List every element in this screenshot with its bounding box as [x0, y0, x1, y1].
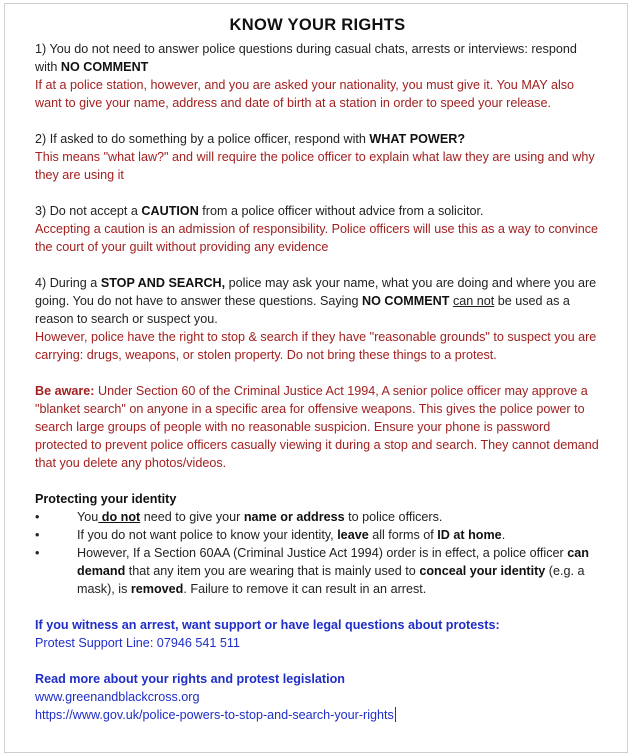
bullet-1-text: You — [77, 510, 99, 524]
page-title: KNOW YOUR RIGHTS — [229, 16, 406, 34]
support-heading-text: If you witness an arrest, want support or have legal questions about protests: — [35, 618, 500, 632]
bullet-2-text-end: . — [501, 528, 506, 542]
right-2 — [35, 130, 600, 148]
right-4-emphasis: STOP AND SEARCH, — [100, 276, 226, 290]
bullet-2-text: If you do not want police to know your identity, — [77, 528, 338, 542]
right-4 — [35, 274, 600, 328]
right-4-text-end: be used as a reason to search or suspect you. — [35, 294, 570, 326]
support-heading — [35, 616, 600, 634]
identity-list — [35, 508, 600, 598]
right-3-note: Accepting a caution is an admission of responsibility. Police officers will use this as a way to convince the court of your guilt without providing any evidence — [35, 222, 599, 254]
right-4-text: 4) During a — [35, 276, 101, 290]
bullet-1-underline: do not — [98, 510, 141, 524]
be-aware-text: Under Section 60 of the Criminal Justice Act 1994, A senior police officer may approve a "blanket search" on anyone in a specific area for offensive weapons. This gives the police power to search large groups of people with no reasonable suspicion. Ensure your phone is password protected to prevent police officers casually viewing it during a stop and search. They cannot demand that you delete any photos/videos. — [35, 384, 599, 470]
bullet-icon: • — [35, 528, 40, 542]
right-2-emphasis: WHAT POWER? — [369, 132, 466, 146]
be-aware-paragraph — [35, 382, 600, 472]
right-4-note: However, police have the right to stop & search if they have "reasonable grounds" to suspect you are carrying: drugs, weapons, or stolen property. Do not bring these things to a protest. — [35, 330, 597, 362]
link-gov-uk[interactable]: https://www.gov.uk/police-powers-to-stop-and-search-your-rights — [35, 708, 394, 722]
bullet-3-text: However, If a Section 60AA (Criminal Justice Act 1994) order is in effect, a police officer — [77, 546, 568, 560]
text-cursor — [395, 707, 396, 722]
bullet-2-text-mid: all forms of — [368, 528, 438, 542]
right-1-emphasis: NO COMMENT — [60, 60, 149, 74]
list-item — [35, 508, 600, 526]
right-1-text: 1) You do not need to answer police questions during casual chats, arrests or interviews: respond with — [35, 42, 577, 74]
right-2-text: 2) If asked to do something by a police officer, respond with — [35, 132, 370, 146]
right-3-emphasis: CAUTION — [141, 204, 199, 218]
bullet-3-removed: removed — [130, 582, 184, 596]
read-more-heading-text: Read more about your rights and protest legislation — [35, 672, 345, 686]
right-3-text: 3) Do not accept a — [35, 204, 142, 218]
right-1-note: If at a police station, however, and you are asked your nationality, you must give it. You MAY also want to give your name, address and date of birth at a station in order to speed your release. — [35, 78, 575, 110]
bullet-2-emphasis: ID at home — [437, 528, 502, 542]
bullet-icon: • — [35, 546, 40, 560]
right-2-note: This means "what law?" and will require the police officer to explain what law they are using and why they are using it — [35, 150, 595, 182]
right-4-no-comment: NO COMMENT — [361, 294, 450, 308]
bullet-icon: • — [35, 510, 40, 524]
identity-heading-text: Protecting your identity — [35, 492, 177, 506]
bullet-3-text-mid: that any item you are wearing that is mainly used to — [125, 564, 420, 578]
right-3 — [35, 202, 600, 220]
support-line: Protest Support Line: 07946 541 511 — [35, 636, 240, 650]
identity-heading — [35, 490, 600, 508]
bullet-3-conceal: conceal your identity — [419, 564, 546, 578]
document-body — [35, 14, 600, 724]
link-greenandblackcross[interactable]: www.greenandblackcross.org — [35, 690, 200, 704]
bullet-3-can-demand: can demand — [77, 546, 589, 578]
right-1 — [35, 40, 600, 76]
bullet-3-text-end: . Failure to remove it can result in an arrest. — [183, 582, 427, 596]
right-3-text-end: from a police officer without advice from a solicitor. — [198, 204, 484, 218]
be-aware-label: Be aware: — [35, 384, 95, 398]
list-item — [35, 526, 600, 544]
bullet-1-emphasis: name or address — [243, 510, 345, 524]
right-4-text-mid: police may ask your name, what you are doing and where you are going. You do not have to answer these questions. Saying — [35, 276, 597, 308]
bullet-2-leave: leave — [337, 528, 369, 542]
read-more-heading — [35, 670, 600, 688]
list-item — [35, 544, 600, 598]
bullet-3-text-mid2: (e.g. a mask), is — [77, 564, 585, 596]
bullet-1-text-mid: need to give your — [140, 510, 244, 524]
right-4-underline: can not — [452, 294, 495, 308]
bullet-1-text-end: to police officers. — [344, 510, 443, 524]
